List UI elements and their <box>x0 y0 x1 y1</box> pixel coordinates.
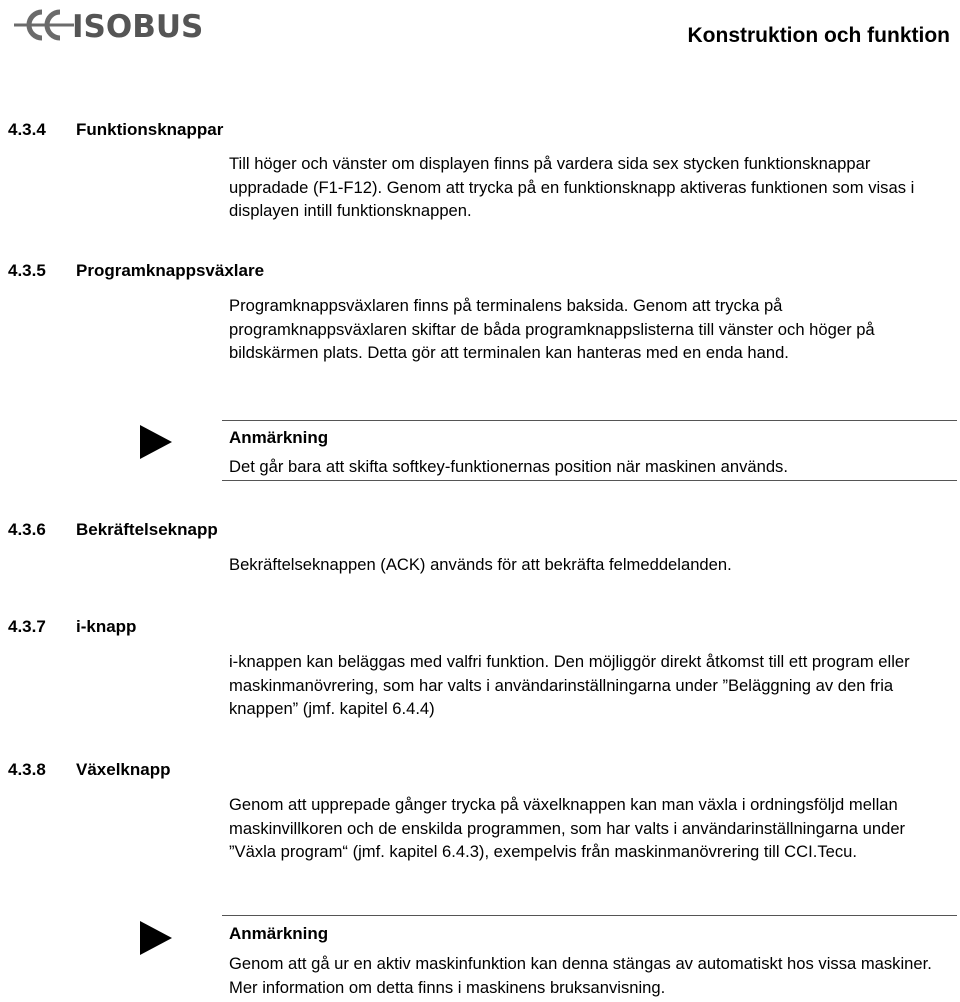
note-bottom-divider <box>222 480 957 481</box>
section-number: 4.3.6 <box>8 520 46 539</box>
page-header-title: Konstruktion och funktion <box>687 24 950 47</box>
section-title: Funktionsknappar <box>76 120 224 139</box>
section-text-4-3-7: i-knappen kan beläggas med valfri funktion. Den möjliggör direkt åtkomst till ett program eller maskinmanövrering, som har valts i användarinställningarna under ”Beläggning av den fria knappen” (jmf. kapitel 6.4.4) <box>229 652 910 718</box>
note-arrow-icon <box>140 425 172 459</box>
section-text-4-3-5: Programknappsväxlaren finns på terminalens baksida. Genom att trycka på programknappsväxlaren skiftar de båda programknappslisterna till vänster och höger på bildskärmen plats. Detta gör att terminalen kan hanteras med en enda hand. <box>229 296 875 362</box>
svg-text:ISOBUS: ISOBUS <box>72 9 204 45</box>
section-heading-4-3-6 <box>8 520 218 540</box>
section-text-4-3-6: Bekräftelseknappen (ACK) används för att bekräfta felmeddelanden. <box>229 555 732 574</box>
cci-isobus-logo <box>12 4 217 46</box>
note-title: Anmärkning <box>229 428 329 447</box>
section-heading-4-3-4 <box>8 120 223 140</box>
section-heading-4-3-8 <box>8 760 171 780</box>
note-top-divider <box>222 915 957 916</box>
section-number: 4.3.5 <box>8 261 46 280</box>
section-text-4-3-4: Till höger och vänster om displayen finns på vardera sida sex stycken funktionsknappar uppradade (F1-F12). Genom att trycka på en funktionsknapp aktiveras funktionen som visas i displayen intill funktionsknappen. <box>229 154 915 220</box>
section-text-4-3-8: Genom att upprepade gånger trycka på växelknappen kan man växla i ordningsföljd mellan maskinvillkoren och de enskilda programmen, som har valts i användarinställningarna under ”Växla program“ (jmf. kapitel 6.4.3), exempelvis från maskinmanövrering till CCI.Tecu. <box>229 795 906 861</box>
section-heading-4-3-5 <box>8 261 264 281</box>
section-title: Bekräftelseknapp <box>76 520 218 539</box>
note-title: Anmärkning <box>229 924 329 943</box>
section-title: Växelknapp <box>76 760 171 779</box>
note-text: Genom att gå ur en aktiv maskinfunktion kan denna stängas av automatiskt hos vissa maskiner. Mer information om detta finns i maskinens bruksanvisning. <box>229 954 932 997</box>
note-text: Det går bara att skifta softkey-funktionernas position när maskinen används. <box>229 457 788 476</box>
section-title: Programknappsväxlare <box>76 261 265 280</box>
section-title: i-knapp <box>76 617 137 636</box>
section-number: 4.3.4 <box>8 120 46 139</box>
section-number: 4.3.7 <box>8 617 46 636</box>
note-top-divider <box>222 420 957 421</box>
note-arrow-icon <box>140 921 172 955</box>
section-heading-4-3-7 <box>8 617 136 637</box>
section-number: 4.3.8 <box>8 760 46 779</box>
